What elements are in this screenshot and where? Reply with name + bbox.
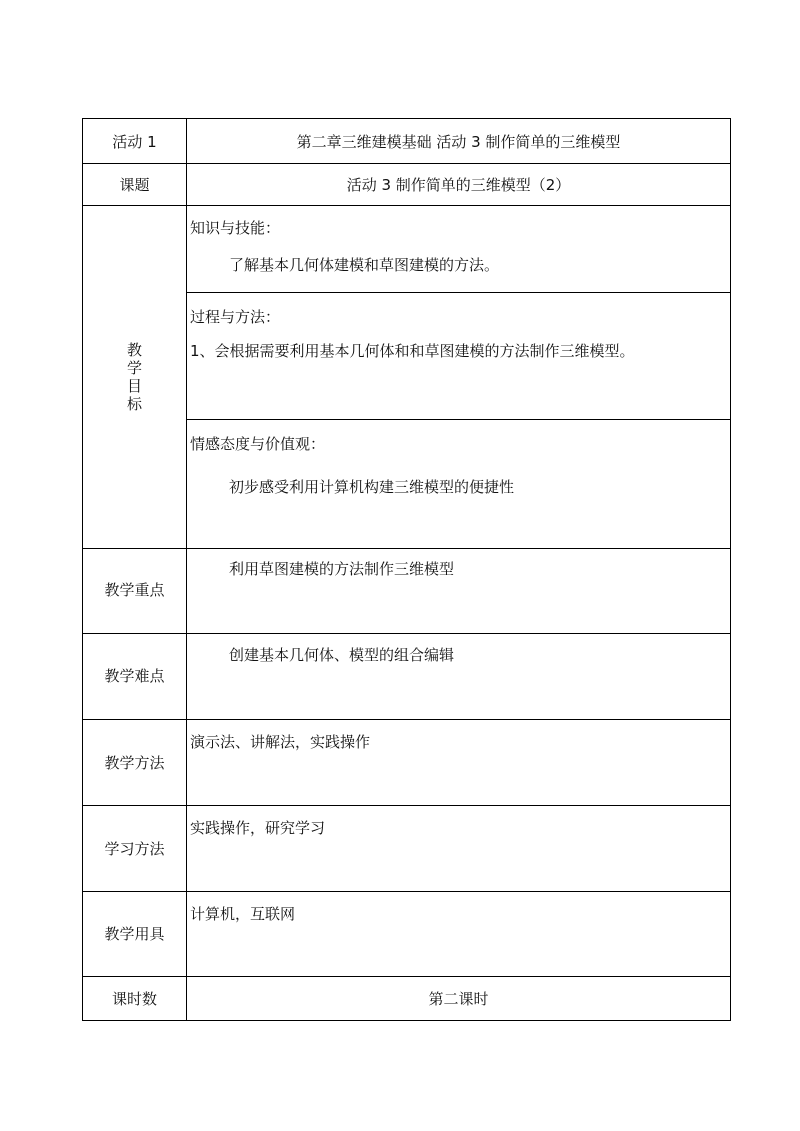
difficulty-value: 创建基本几何体、模型的组合编辑 [229,646,455,664]
knowledge-text: 了解基本几何体建模和草图建模的方法。 [229,256,500,274]
lesson-plan-table [82,118,731,1021]
objectives-label: 教 学 目 标 [83,206,187,549]
objective-process-cell [187,293,731,420]
topic-value: 活动 3 制作简单的三维模型（2） [187,164,731,206]
emotion-text: 初步感受利用计算机构建三维模型的便捷性 [229,478,515,496]
hours-value: 第二课时 [187,977,731,1021]
difficulty-label: 教学难点 [104,667,165,685]
topic-row [83,164,731,206]
learning-method-value: 实践操作，研究学习 [190,819,326,837]
teaching-method-cell [187,720,731,806]
key-point-value: 利用草图建模的方法制作三维模型 [229,560,455,578]
learning-method-label-cell [83,806,187,892]
hours-row [83,977,731,1021]
tools-label: 教学用具 [104,925,165,943]
topic-label: 课题 [83,164,187,206]
tools-label-cell [83,892,187,977]
difficulty-cell [187,634,731,720]
objective-knowledge-cell [187,206,731,293]
objective-knowledge-row [83,206,731,293]
tools-cell [187,892,731,977]
tools-row [83,892,731,977]
learning-method-label: 学习方法 [104,840,165,858]
learning-method-cell [187,806,731,892]
teaching-method-label: 教学方法 [104,754,165,772]
emotion-heading: 情感态度与价值观： [190,435,326,453]
hours-label: 课时数 [83,977,187,1021]
key-point-cell [187,549,731,634]
difficulty-label-cell [83,634,187,720]
key-point-row [83,549,731,634]
process-text: 1、会根据需要利用基本几何体和和草图建模的方法制作三维模型。 [190,342,635,360]
knowledge-heading: 知识与技能： [190,219,281,237]
activity-value: 第二章三维建模基础 活动 3 制作简单的三维模型 [187,119,731,164]
tools-value: 计算机，互联网 [190,905,296,923]
activity-label: 活动 1 [83,119,187,164]
objective-emotion-cell [187,420,731,549]
key-point-label-cell [83,549,187,634]
activity-row [83,119,731,164]
process-heading: 过程与方法： [190,308,281,326]
learning-method-row [83,806,731,892]
teaching-method-label-cell [83,720,187,806]
teaching-method-value: 演示法、讲解法，实践操作 [190,733,371,751]
teaching-method-row [83,720,731,806]
key-point-label: 教学重点 [104,581,165,599]
difficulty-row [83,634,731,720]
